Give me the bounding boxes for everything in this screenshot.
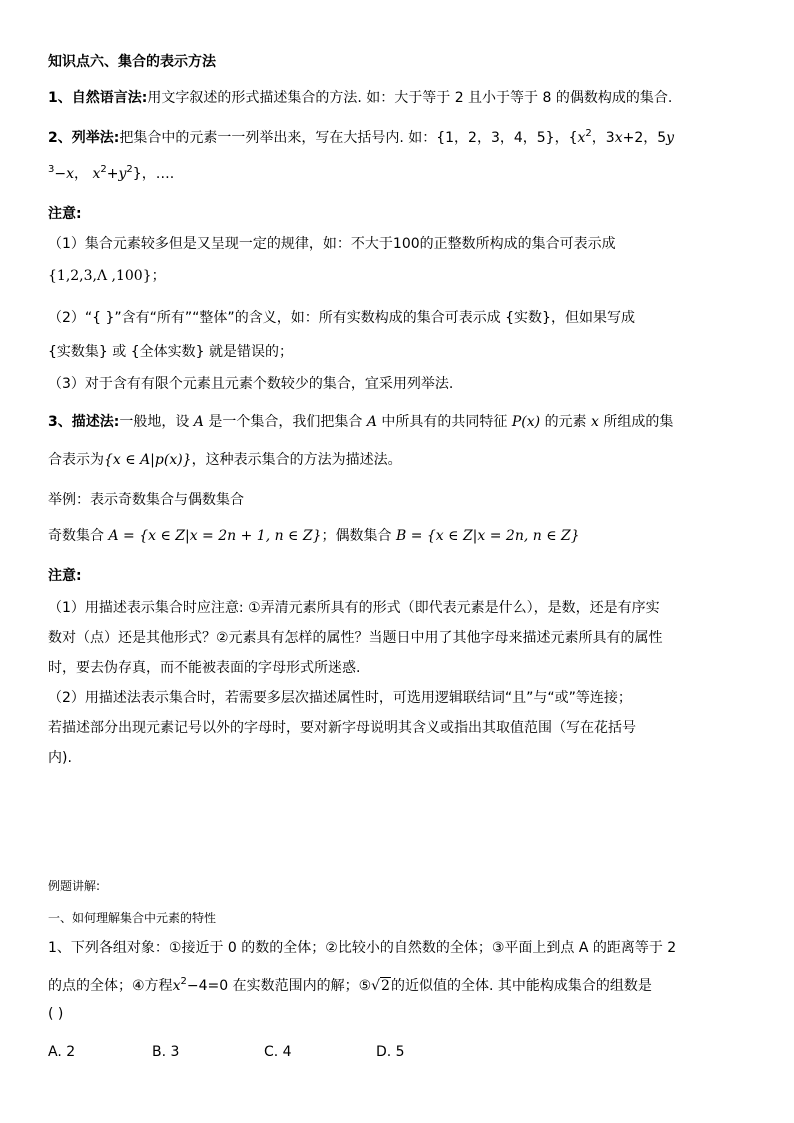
note2-line-6: 内).	[48, 750, 72, 766]
sub-heading: 一、如何理解集合中元素的特性	[48, 911, 217, 925]
note2-line-3: 时，要去伪存真，而不能被表面的字母形式所迷惑.	[48, 660, 361, 676]
note2-line-2: 数对（点）还是其他形式？②元素具有怎样的属性？当题日中用了其他字母来描述元素所具有的属性	[48, 630, 663, 646]
option-c: C. 4	[264, 1044, 292, 1060]
item1-text: 用文字叙述的形式描述集合的方法. 如：大于等于 2 且小于等于 8 的偶数构成的集合.	[147, 90, 673, 106]
options-row	[48, 1042, 760, 1062]
item2-label: 2、列举法:	[48, 130, 120, 146]
note2-line-1: （1）用描述表示集合时应注意: ①弄清元素所具有的形式（即代表元素是什么），是数，还是有序实	[48, 600, 660, 616]
note1-line-3: （2）“{ }”含有“所有”“整体”的含义，如：所有实数构成的集合可表示成 {实数}，但如果写成	[48, 310, 635, 326]
note1-line-1: （1）集合元素较多但是又呈现一定的规律，如：不大于100的正整数所构成的集合可表示成	[48, 236, 616, 252]
item-enumeration: 2、列举法:把集合中的元素一一列举出来，写在大括号内. 如：{1，2，3，4，5}，{$x^2$，3x+2，5y	[48, 128, 675, 146]
note2-line-5: 若描述部分出现元素记号以外的字母时，要对新字母说明其含义或指出其取值范围（写在花括号	[48, 720, 636, 736]
even-set-expr: B = {x ∈ Z|x = 2n, n ∈ Z}	[395, 528, 580, 544]
odd-set-expr: A = {x ∈ Z|x = 2n + 1, n ∈ Z}	[108, 528, 322, 544]
item-description: 3、描述法:一般地，设 A 是一个集合，我们把集合 A 中所具有的共同特征 P(x) 的元素 x 所组成的集	[48, 414, 674, 430]
item-enumeration-cont: $^3$−x， $x^2+y^2$}，….	[48, 164, 175, 182]
item-natural-language	[48, 88, 672, 108]
item1-label: 1、自然语言法:	[48, 90, 148, 106]
examples-heading: 例题讲解:	[48, 879, 101, 893]
question-line-2: 的点的全体；④方程$x^2-4=0$ 在实数范围内的解；⑤√2的近似值的全体. 其中能构成集合的组数是	[48, 976, 652, 994]
item2-text: 把集合中的元素一一列举出来，写在大括号内. 如：{1，2，3，4，5}，	[119, 130, 569, 146]
set-builder-expr: {x ∈ A|p(x)}	[104, 452, 192, 468]
example-intro: 举例：表示奇数集合与偶数集合	[48, 492, 244, 508]
note1-line-4: {实数集} 或 {全体实数} 就是错误的；	[48, 344, 293, 360]
odd-even-sets: 奇数集合 A = {x ∈ Z|x = 2n + 1, n ∈ Z}；偶数集合 B = {x ∈ Z|x = 2n, n ∈ Z}	[48, 528, 580, 544]
sqrt-icon: √2	[371, 978, 390, 994]
note2-heading: 注意:	[48, 568, 82, 584]
section-title: 知识点六、集合的表示方法	[48, 54, 216, 70]
note1-heading: 注意:	[48, 206, 82, 222]
item-description-cont: 合表示为{x ∈ A|p(x)}，这种表示集合的方法为描述法。	[48, 452, 402, 468]
note2-line-4: （2）用描述法表示集合时，若需要多层次描述属性时，可选用逻辑联结词“且”与“或”等连接；	[48, 690, 632, 706]
option-b: B. 3	[152, 1044, 180, 1060]
option-a: A. 2	[48, 1044, 76, 1060]
note1-line-2: {1,2,3,Λ ,100}；	[48, 268, 166, 284]
answer-paren: ( )	[48, 1006, 64, 1022]
question-line-1: 1、下列各组对象：①接近于 0 的数的全体；②比较小的自然数的全体；③平面上到点 A 的距离等于 2	[48, 940, 677, 956]
option-d: D. 5	[376, 1044, 405, 1060]
note1-line-5: （3）对于含有有限个元素且元素个数较少的集合，宜采用列举法.	[48, 376, 454, 392]
